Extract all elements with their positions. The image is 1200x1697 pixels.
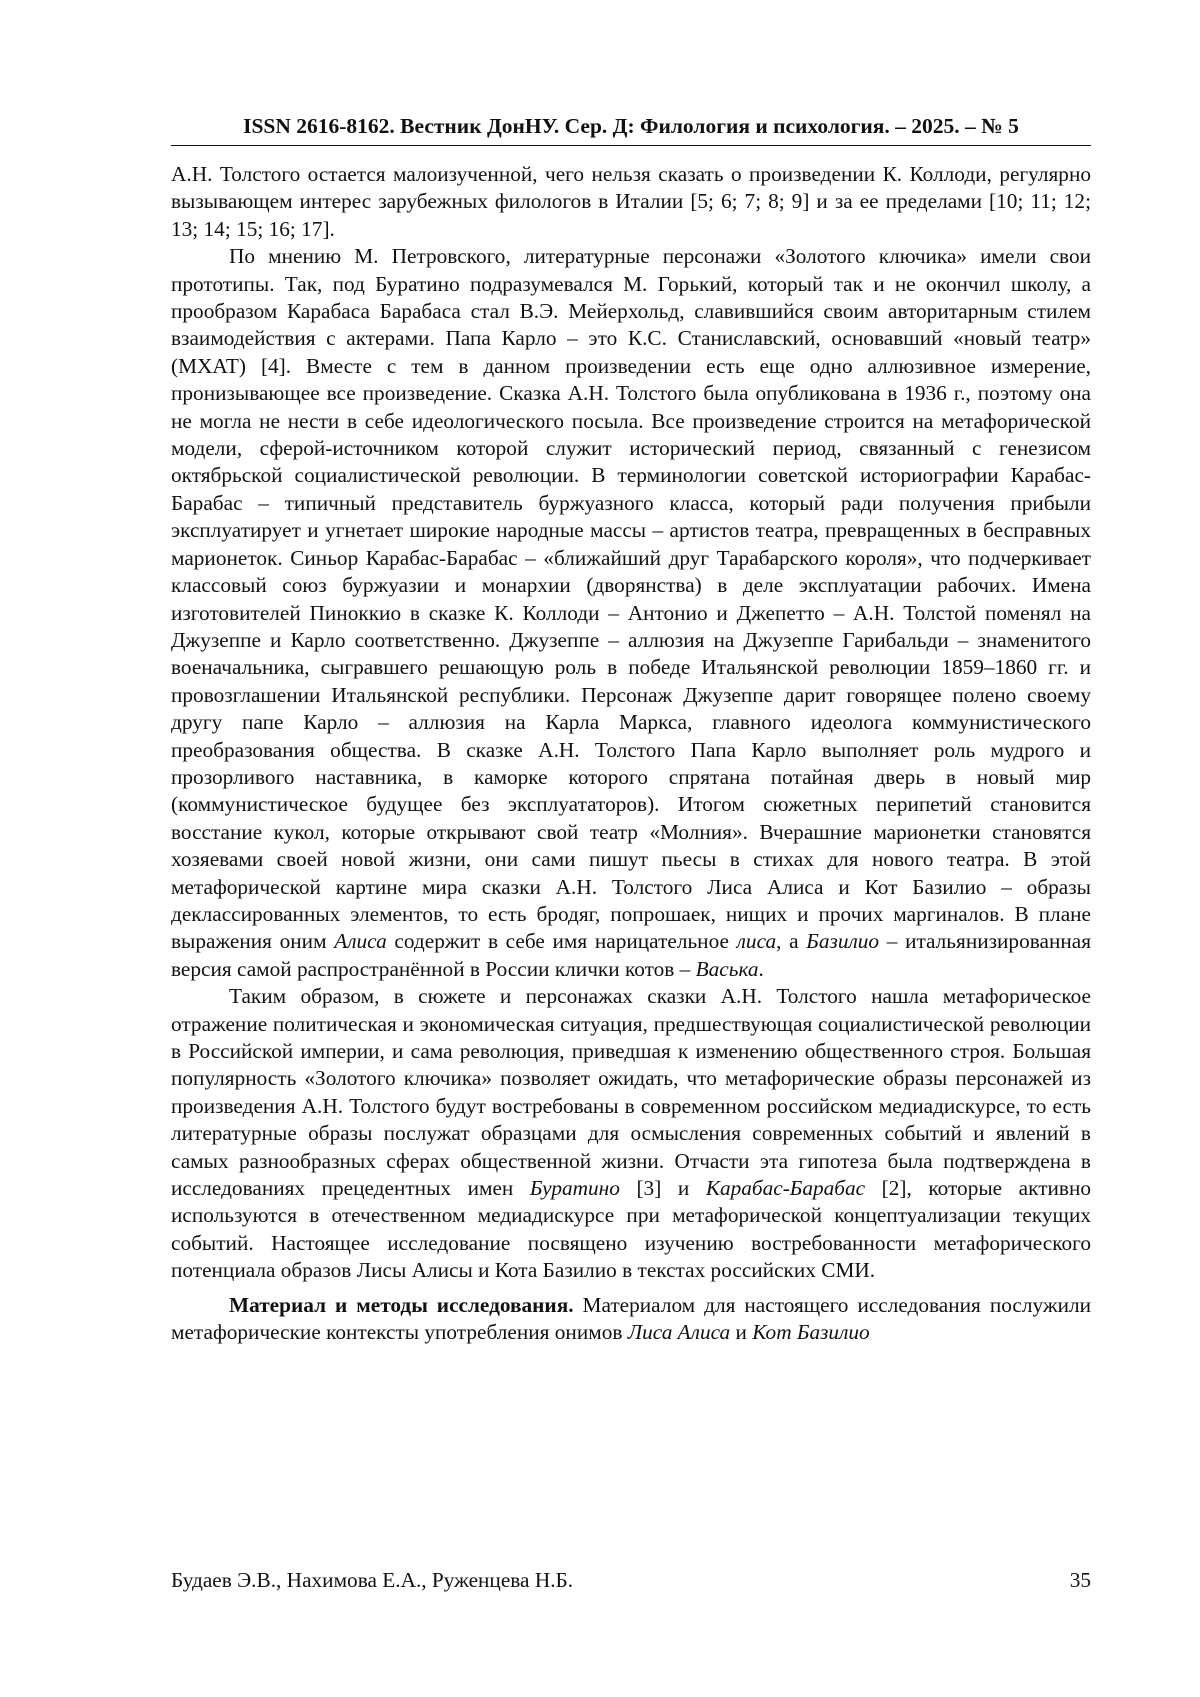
italic-term: Алиса [334,929,387,954]
italic-term: Базилио [806,929,880,954]
text-run: Материалом для настоящего исследования послужили метафорические контексты употребления онимов [171,1292,1091,1345]
italic-term: Буратино [529,1176,620,1201]
text-run: По мнению М. Петровского, литературные персонажи «Золотого ключика» имели свои прототипы. Так, под Буратино подразумевался М. Горький, который так и не окончил школу, а прообразом Карабаса Барабаса стал В.Э. Мейерхольд, славившийся своим авторитарным стилем взаимодействия с актерами. Папа Карло – это К.С. Станиславский, основавший «новый театр» (МХАТ) [4]. Вместе с тем в данном произведении есть еще одно аллюзивное измерение, пронизывающее все произведение. Сказка А.Н. Толстого была опубликована в 1936 г., поэтому она не могла не нести в себе идеологического посыла. Все произведение строится на метафорической модели, сферой-источником которой служит исторический период, связанный с генезисом октябрьской социалистической революции. В терминологии советской историографии Карабас-Барабас – типичный представитель буржуазного класса, который ради получения прибыли эксплуатирует и угнетает широкие народные массы – артистов театра, превращенных в бесправных марионеток. Синьор Карабас-Барабас – «ближайший друг Тарабарского короля», что подчеркивает классовый союз буржуазии и монархии (дворянства) в деле эксплуатации рабочих. Имена изготовителей Пиноккио в сказке К. Коллоди – Антонио и Джепетто – А.Н. Толстой поменял на Джузеппе и Карло соответственно. Джузеппе – аллюзия на Джузеппе Гарибальди – знаменитого военачальника, сыгравшего решающую роль в победе Итальянской революции 1859–1860 гг. и провозглашении Итальянской республики. Персонаж Джузеппе дарит говорящее полено своему другу папе Карло – аллюзия на Карла Маркса, главного идеолога коммунистического преобразования общества. В сказке А.Н. Толстого Папа Карло выполняет роль мудрого и прозорливого наставника, в каморке которого спрятана потайная дверь в новый мир (коммунистическое будущее без эксплуататоров). Итогом сюжетных перипетий становится восстание кукол, которые открывают свой театр «Молния». Вчерашние марионетки становятся хозяевами своей новой жизни, они сами пишут пьесы в стихах для нового театра. В этой метафорической картине мира сказки А.Н. Толстого Лиса Алиса и Кот Базилио – образы деклассированных элементов, то есть бродяг, попрошаек, нищих и прочих маргиналов. В плане выражения оним [171,244,1091,954]
italic-term: лиса [736,929,777,954]
page-footer [171,1566,1091,1594]
text-run: – итальянизированная версия самой распространённой в России клички котов – [171,929,1091,981]
page-number: 35 [1069,1568,1091,1592]
text-run: . [758,956,764,981]
text-run: и [730,1320,753,1345]
text-run: содержит в себе имя нарицательное [386,929,737,954]
italic-term: Кот Базилио [752,1320,870,1345]
text-run: Таким образом, в сюжете и персонажах сказки А.Н. Толстого нашла метафорическое отражение политическая и экономическая ситуация, предшествующая социалистической революции в Российской империи, и сама революция, приведшая к изменению общественного строя. Большая популярность «Золотого ключика» позволяет ожидать, что метафорические образы персонажей из произведения А.Н. Толстого будут востребованы в современном российском медиадискурсе, то есть литературные образы послужат образцами для осмысления современных событий и явлений в самых разнообразных сферах общественной жизни. Отчасти эта гипотеза была подтверждена в исследованиях прецедентных имен [171,984,1091,1201]
article-body [171,161,1091,1346]
text-run: [2], которые активно используются в отечественном медиадискурсе при метафорической концептуализации текущих событий. Настоящее исследование посвящено изучению востребованности метафорического потенциала образов Лисы Алисы и Кота Базилио в текстах российских СМИ. [171,1176,1092,1283]
paragraph-spacer [171,1285,1091,1292]
text-run: [3] и [619,1176,706,1201]
paragraph-1: А.Н. Толстого остается малоизученной, чего нельзя сказать о произведении К. Коллоди, регулярно вызывающем интерес зарубежных филологов в Италии [5; 6; 7; 8; 9] и за ее пределами [10; 11; 12; 13; 14; 15; 16; 17]. [171,162,1091,241]
running-header: ISSN 2616-8162. Вестник ДонНУ. Сер. Д: Филология и психология. – 2025. – № 5 [171,113,1091,146]
italic-term: Васька [695,956,759,981]
paragraph-3 [171,983,1091,1284]
italic-term: Лиса Алиса [627,1320,731,1345]
paragraph-2 [171,243,1091,983]
footer-authors: Будаев Э.В., Нахимова Е.А., Руженцева Н.Б. [171,1568,574,1592]
italic-term: Карабас-Барабас [705,1176,866,1201]
section-heading: Материал и методы исследования. [229,1292,574,1317]
paragraph-4 [171,1292,1091,1347]
text-run: , а [776,929,807,954]
